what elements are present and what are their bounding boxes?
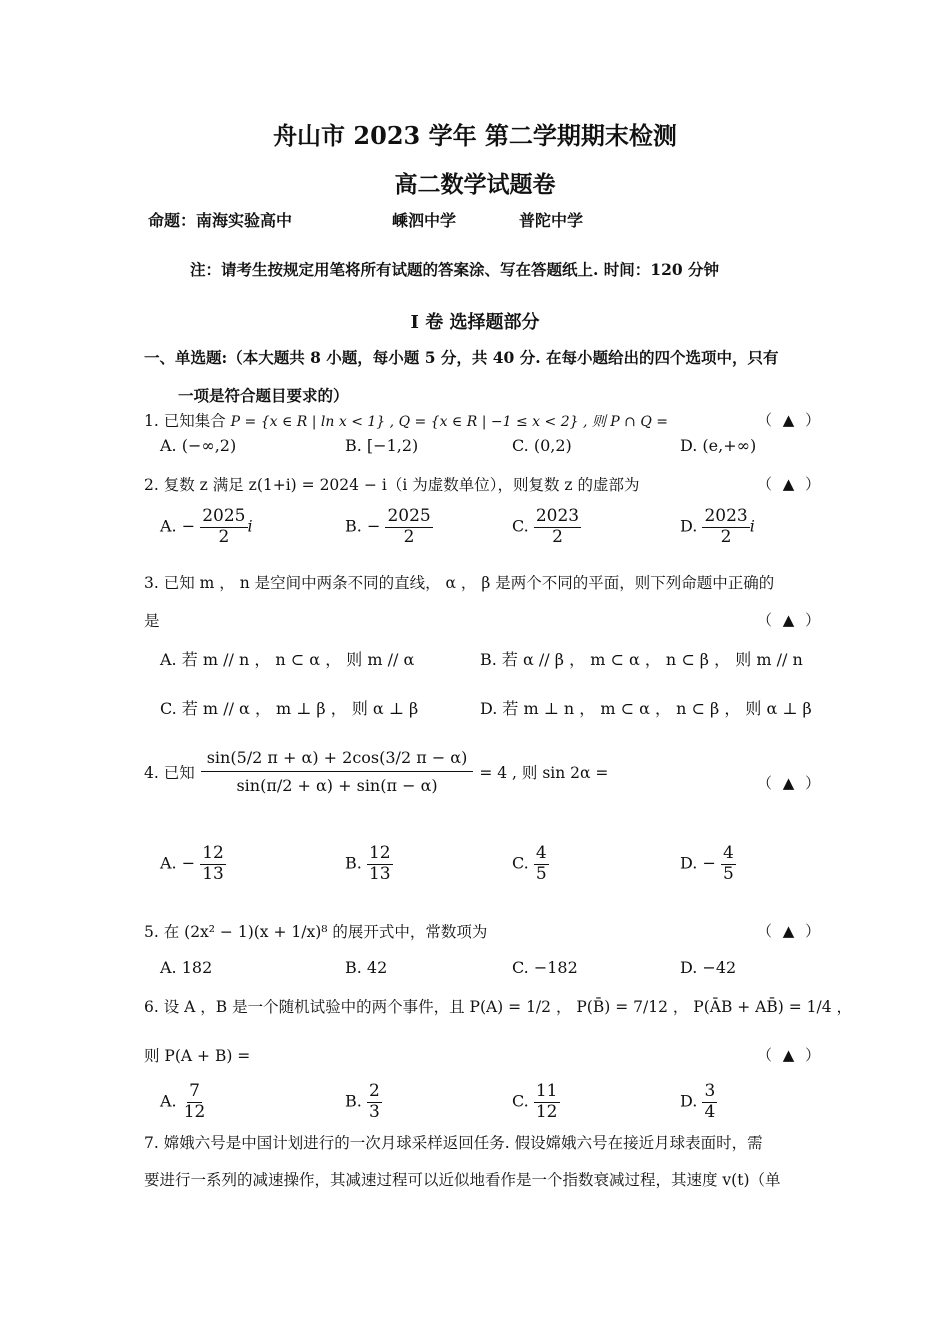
- question-2-option-d: D. $\frac{2023}{2}$ i: [680, 506, 755, 547]
- question-7-stem-line2: 要进行一系列的减速操作，其减速过程可以近似地看作是一个指数衰减过程，其速度 v(t)（单: [144, 1171, 781, 1189]
- question-3-option-b: B. 若 α // β ， m ⊂ α ， n ⊂ β ， 则 m // n: [480, 650, 803, 669]
- question-7-stem-line1: 7. 嫦娥六号是中国计划进行的一次月球采样返回任务. 假设嫦娥六号在接近月球表面时，需: [144, 1134, 763, 1152]
- question-3-option-d: D. 若 m ⊥ n ， m ⊂ α ， n ⊂ β ， 则 α ⊥ β: [480, 699, 812, 718]
- answer-mark-3: （ ▲ ）: [757, 611, 824, 629]
- question-6-option-a: A. $\frac{7}{12}$: [160, 1081, 206, 1122]
- question-1-option-a: A. (−∞,2): [160, 436, 237, 455]
- question-2-option-b: B. − $\frac{2025}{2}$: [345, 506, 431, 547]
- question-4-option-d: D. − $\frac{4}{5}$: [680, 843, 734, 884]
- question-3-stem-line2: 是: [144, 612, 160, 630]
- question-6-option-b: B. $\frac{2}{3}$: [345, 1081, 380, 1122]
- answer-mark-1: （ ▲ ）: [757, 411, 824, 429]
- section-heading-line2: 一项是符合题目要求的）: [178, 386, 349, 405]
- question-1-option-d: D. (e,+∞): [680, 436, 757, 455]
- answer-mark-2: （ ▲ ）: [757, 475, 824, 493]
- question-5-stem: 5. 在 (2x² − 1)(x + 1/x)⁸ 的展开式中，常数项为: [144, 923, 488, 941]
- question-5-option-c: C. −182: [512, 958, 578, 977]
- question-6-option-c: C. $\frac{11}{12}$: [512, 1081, 558, 1122]
- section-title: I 卷 选择题部分: [410, 312, 540, 333]
- question-2-stem: 2. 复数 z 满足 z(1+i) = 2024 − i（i 为虚数单位），则复数 z 的虚部为: [144, 476, 640, 494]
- exam-note: 注：请考生按规定用笔将所有试题的答案涂、写在答题纸上. 时间：120 分钟: [190, 260, 720, 279]
- question-2-option-a: A. − $\frac{2025}{2}$ i: [160, 506, 253, 547]
- school-shengsi: 嵊泗中学: [392, 211, 457, 230]
- answer-mark-6: （ ▲ ）: [757, 1046, 824, 1064]
- question-1-option-b: B. [−1,2): [345, 436, 419, 455]
- answer-mark-4: （ ▲ ）: [757, 774, 824, 792]
- answer-mark-5: （ ▲ ）: [757, 922, 824, 940]
- question-6-stem-line1: 6. 设 A ，B 是一个随机试验中的两个事件，且 P(A) = 1/2 ， P(B̄) = 7/12 ， P(ĀB + AB̄) = 1/4 ，: [144, 998, 853, 1016]
- question-6-option-d: D. $\frac{3}{4}$: [680, 1081, 716, 1122]
- question-5-option-b: B. 42: [345, 958, 388, 977]
- question-4-option-a: A. − $\frac{12}{13}$: [160, 843, 224, 884]
- school-putuo: 普陀中学: [519, 211, 584, 230]
- question-1-stem: 1. 已知集合 P = {x ∈ R | ln x < 1} , Q = {x ∈ R | −1 ≤ x < 2} , 则 P ∩ Q =: [144, 412, 669, 430]
- question-4-stem: 4. 已知 $\frac{\sin(5/2 \pi + \alpha) + 2\cos(3/2 \pi - \alpha)}{\sin(\pi/2 + \alpha) + \sin(\pi - \alpha)}$ = 4 , 则 sin 2α =: [144, 748, 609, 795]
- question-4-option-c: C. $\frac{4}{5}$: [512, 843, 547, 884]
- question-3-option-a: A. 若 m // n ， n ⊂ α ， 则 m // α: [160, 650, 415, 669]
- question-1-option-c: C. (0,2): [512, 436, 572, 455]
- exam-title: 舟山市 2023 学年 第二学期期末检测: [273, 121, 677, 150]
- question-6-stem-line2: 则 P(A + B) =: [144, 1047, 251, 1065]
- authors-label: 命题：南海实验高中: [148, 211, 293, 230]
- question-5-option-d: D. −42: [680, 958, 737, 977]
- question-4-fraction: $\frac{\sin(5/2 \pi + \alpha) + 2\cos(3/2 \pi - \alpha)}{\sin(\pi/2 + \alpha) + \sin(\pi - \alpha)}$: [201, 748, 474, 795]
- exam-subtitle: 高二数学试题卷: [394, 171, 556, 198]
- section-heading-line1: 一、单选题:（本大题共 8 小题，每小题 5 分，共 40 分. 在每小题给出的四个选项中，只有: [144, 348, 779, 367]
- question-5-option-a: A. 182: [160, 958, 213, 977]
- question-4-option-b: B. $\frac{12}{13}$: [345, 843, 391, 884]
- question-2-option-c: C. $\frac{2023}{2}$: [512, 506, 580, 547]
- question-3-stem-line1: 3. 已知 m ， n 是空间中两条不同的直线， α ， β 是两个不同的平面，则下列命题中正确的: [144, 574, 775, 592]
- question-3-option-c: C. 若 m // α ， m ⊥ β ， 则 α ⊥ β: [160, 699, 419, 718]
